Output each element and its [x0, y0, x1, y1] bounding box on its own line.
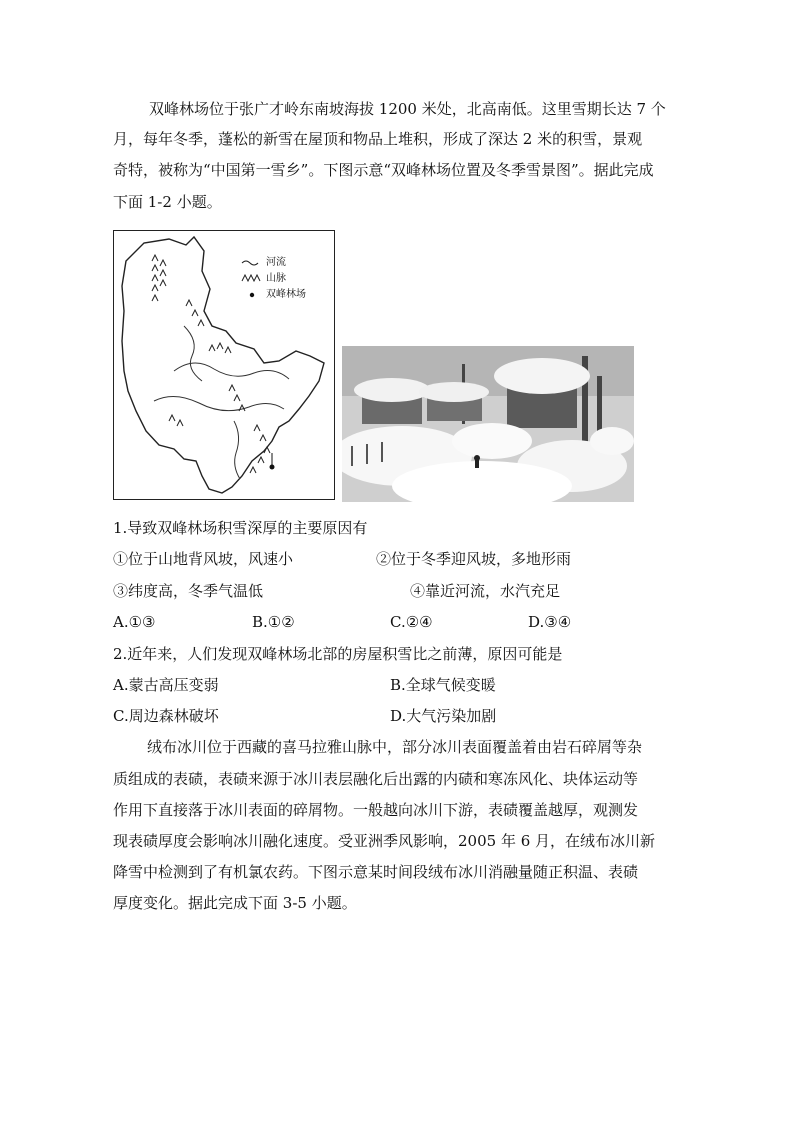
q2-option-a[interactable]: A.蒙古高压变弱: [113, 676, 219, 694]
snow-village-photo: [342, 346, 634, 502]
passage2-line-1: 绒布冰川位于西藏的喜马拉雅山脉中，部分冰川表面覆盖着由岩石碎屑等杂: [147, 738, 643, 756]
heilongjiang-outline-map: [114, 231, 333, 498]
q1-statement-3: ③纬度高，冬季气温低: [113, 582, 264, 600]
passage1-line-4: 下面 1-2 小题。: [113, 193, 222, 211]
q1-stem: 1.导致双峰林场积雪深厚的主要原因有: [113, 519, 368, 537]
passage1-line-1: 双峰林场位于张广才岭东南坡海拔 1200 米处，北高南低。这里雪期长达 7 个: [149, 100, 666, 118]
location-map: [113, 230, 335, 500]
q1-option-d[interactable]: D.③④: [528, 613, 572, 631]
legend-mountain-label: 山脉: [266, 273, 286, 284]
passage1-line-2: 月，每年冬季，蓬松的新雪在屋顶和物品上堆积，形成了深达 2 米的积雪，景观: [113, 130, 643, 148]
passage2-line-4: 现表碛厚度会影响冰川融化速度。受亚洲季风影响，2005 年 6 月，在绒布冰川新: [113, 832, 656, 850]
q2-stem: 2.近年来，人们发现双峰林场北部的房屋积雪比之前薄，原因可能是: [113, 645, 563, 663]
passage2-line-5: 降雪中检测到了有机氯农药。下图示意某时间段绒布冰川消融量随正积温、表碛: [113, 863, 639, 881]
legend-river-label: 河流: [266, 257, 286, 268]
q2-option-b[interactable]: B.全球气候变暖: [390, 676, 496, 694]
passage2-line-6: 厚度变化。据此完成下面 3-5 小题。: [113, 894, 357, 912]
q1-statement-1: ①位于山地背风坡，风速小: [113, 550, 294, 568]
passage2-line-3: 作用下直接落于冰川表面的碎屑物。一般越向冰川下游，表碛覆盖越厚，观测发: [113, 801, 639, 819]
q2-option-d[interactable]: D.大气污染加剧: [390, 707, 497, 725]
q1-statement-4: ④靠近河流，水汽充足: [410, 582, 561, 600]
passage1-line-3: 奇特，被称为“中国第一雪乡”。下图示意“双峰林场位置及冬季雪景图”。据此完成: [113, 161, 654, 179]
q1-option-a[interactable]: A.①③: [113, 613, 156, 631]
passage2-line-2: 质组成的表碛，表碛来源于冰川表层融化后出露的内碛和寒冻风化、块体运动等: [113, 770, 639, 788]
q1-option-c[interactable]: C.②④: [390, 613, 433, 631]
legend-site-label: 双峰林场: [266, 289, 306, 300]
q1-option-b[interactable]: B.①②: [252, 613, 295, 631]
q2-option-c[interactable]: C.周边森林破坏: [113, 707, 219, 725]
q1-statement-2: ②位于冬季迎风坡，多地形雨: [376, 550, 572, 568]
